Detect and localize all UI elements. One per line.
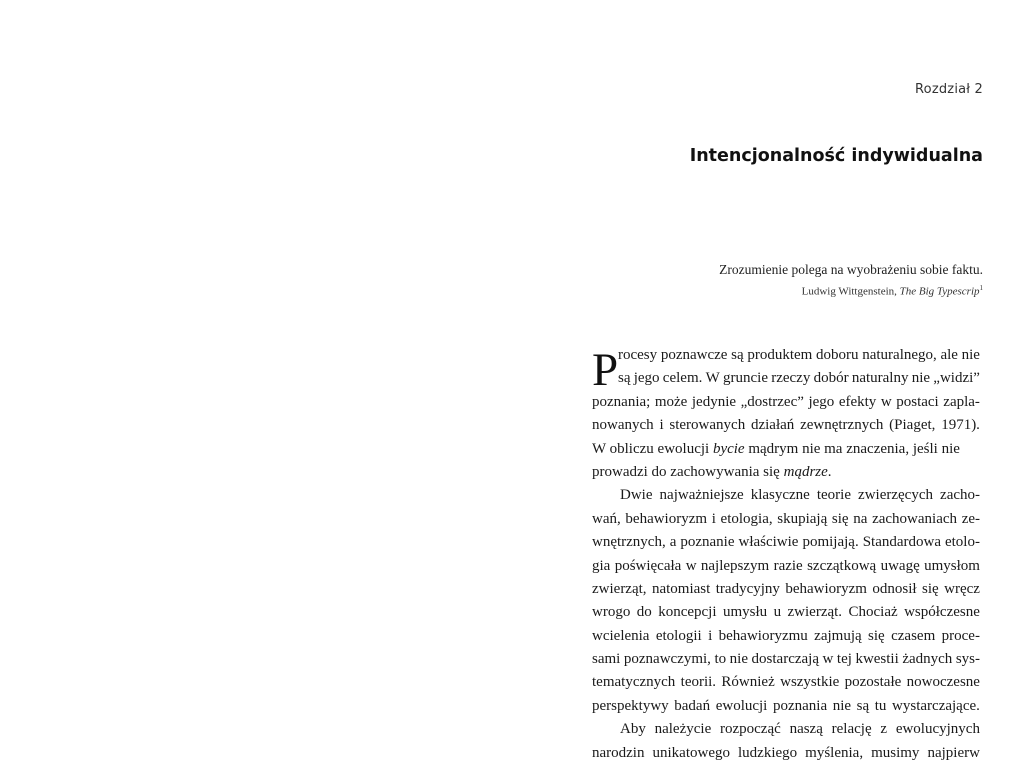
text-line: Aby należycie rozpocząć naszą relację z ewolucyjnych xyxy=(620,721,980,738)
text-line: narodzin unikatowego ludzkiego myślenia, musimy najpierw xyxy=(592,744,980,761)
text-line: wrogo do koncepcji umysłu u zwierząt. Chociaż współczesne xyxy=(592,604,980,621)
text-line: rocesy poznawcze są produktem doboru naturalnego, ale nie xyxy=(618,347,980,363)
paragraph-3 xyxy=(592,718,980,765)
paragraph-2 xyxy=(592,484,980,718)
text-line: poznania; może jedynie „dostrzec” jego efekty w postaci zapla- xyxy=(592,393,980,410)
epigraph-work-title: The Big Typescrip xyxy=(899,285,980,298)
text-line: gia poświęcała w najlepszym razie szczątkową uwagę umysłom xyxy=(592,557,980,574)
chapter-label: Rozdział 2 xyxy=(915,82,983,97)
epigraph-source xyxy=(802,284,983,298)
body-text xyxy=(592,344,980,765)
text-line: Dwie najważniejsze klasyczne teorie zwierzęcych zacho- xyxy=(620,487,980,504)
text-line: sami poznawczymi, to nie dostarczają w tej kwestii żadnych sys- xyxy=(592,651,980,668)
emphasis-bycie: bycie xyxy=(712,440,745,457)
text-line: W obliczu ewolucji bycie mądrym nie ma znaczenia, jeśli nie xyxy=(592,440,960,457)
text-line: wań, behawioryzm i etologia, skupiają się na zachowaniach ze- xyxy=(592,510,980,527)
text-line: tematycznych teorii. Również wszystkie pozostałe nowoczesne xyxy=(592,674,980,691)
text-line: są jego celem. W gruncie rzeczy dobór naturalny nie „widzi” xyxy=(618,370,980,387)
paragraph-1-opening xyxy=(592,344,980,396)
chapter-title: Intencjonalność indywidualna xyxy=(689,146,983,166)
text-line: zwierząt, natomiast tradycyjny behawioryzm odnosił się wręcz xyxy=(592,580,980,597)
footnote-mark: 1 xyxy=(979,284,983,292)
emphasis-madrze: mądrze xyxy=(783,463,828,480)
text-line: wnętrznych, a poznanie właściwie pomijają. Standardowa etolo- xyxy=(592,534,980,551)
epigraph-author: Ludwig Wittgenstein, xyxy=(801,285,900,298)
text-line: prowadzi do zachowywania się mądrze. xyxy=(592,463,832,480)
text-line: wcielenia etologii i behawioryzmu zajmują się czasem proce- xyxy=(592,627,980,644)
drop-cap: P xyxy=(592,344,619,396)
epigraph-quote: Zrozumienie polega na wyobrażeniu sobie faktu. xyxy=(719,262,983,277)
text-line: perspektywy badań ewolucji poznania nie są tu wystarczające. xyxy=(592,697,980,714)
text-line: nowanych i sterowanych działań zewnętrznych (Piaget, 1971). xyxy=(592,417,980,434)
